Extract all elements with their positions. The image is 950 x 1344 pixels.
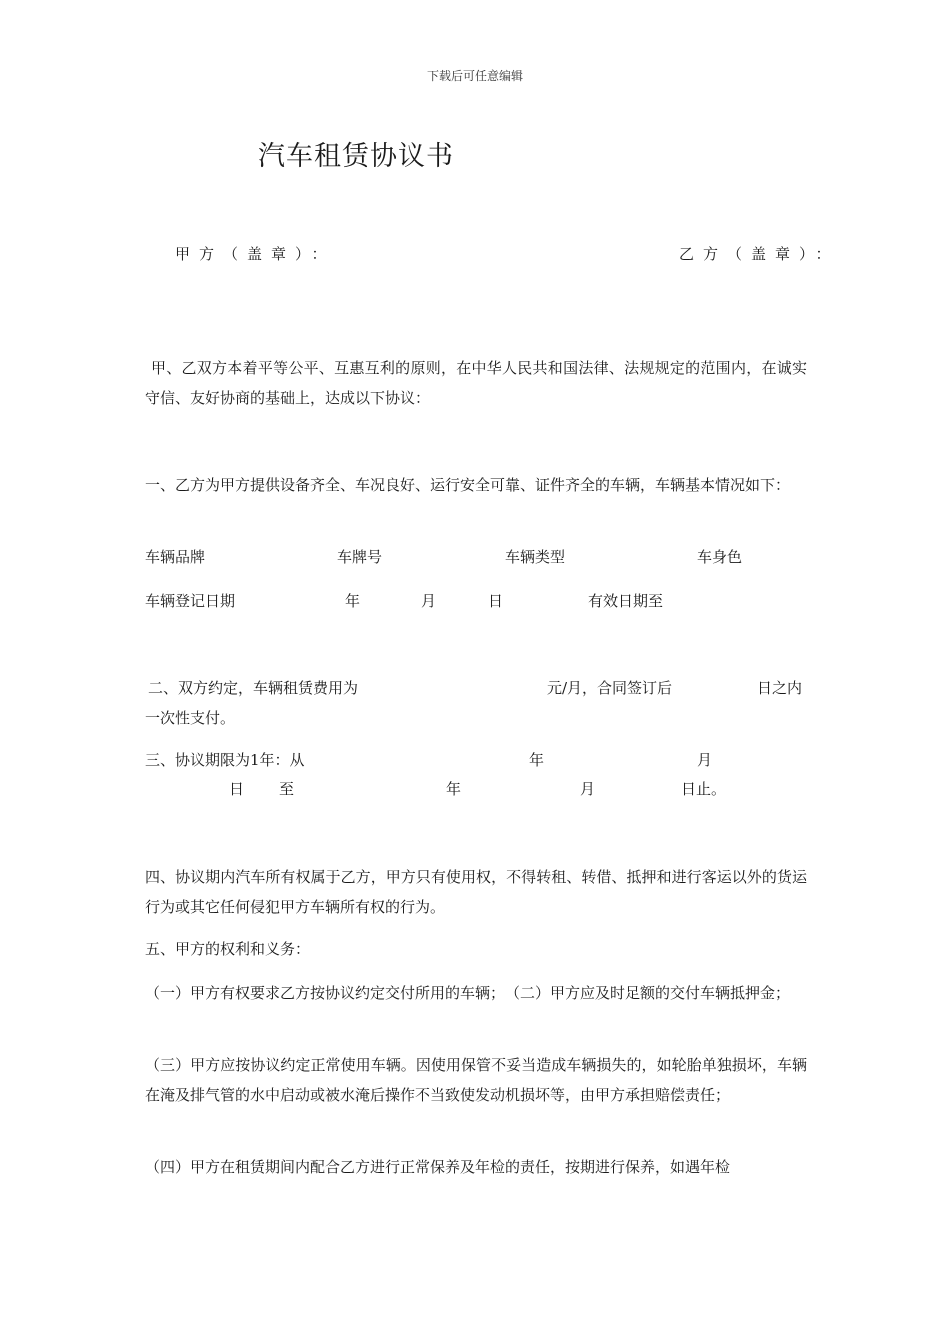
day-label: 日 bbox=[488, 592, 504, 610]
clause-2-fee-text: 二、双方约定，车辆租赁费用为 bbox=[148, 679, 359, 697]
clause-3-end-day: 日止。 bbox=[681, 780, 727, 798]
clause-3-term-text: 三、协议期限为1年：从 bbox=[145, 751, 305, 769]
clause-3-end-month: 月 bbox=[580, 780, 596, 798]
body-color-label: 车身色 bbox=[697, 548, 743, 566]
month-label: 月 bbox=[421, 592, 437, 610]
clause-1: 一、乙方为甲方提供设备齐全、车况良好、运行安全可靠、证件齐全的车辆，车辆基本情况如下： bbox=[145, 476, 791, 494]
party-b-seal-label: 乙方（盖章）： bbox=[679, 245, 840, 263]
clause-3-start-day: 日 bbox=[229, 780, 245, 798]
clause-5-item-1-2: （一）甲方有权要求乙方按协议约定交付所用的车辆； （二）甲方应及时足额的交付车辆抵押金； bbox=[145, 984, 791, 1002]
clause-3-start-month: 月 bbox=[697, 751, 713, 769]
vehicle-type-label: 车辆类型 bbox=[505, 548, 566, 566]
intro-paragraph: 甲、乙双方本着平等公平、互惠互利的原则，在中华人民共和国法律、法规规定的范围内，在诚实守信、友好协商的基础上，达成以下协议： bbox=[145, 359, 807, 407]
valid-until-label: 有效日期至 bbox=[588, 592, 664, 610]
vehicle-brand-label: 车辆品牌 bbox=[145, 548, 206, 566]
clause-3-to: 至 bbox=[279, 780, 295, 798]
document-title: 汽车租赁协议书 bbox=[258, 141, 454, 172]
clause-5-heading: 五、甲方的权利和义务： bbox=[145, 940, 311, 958]
page-header-note: 下载后可任意编辑 bbox=[426, 69, 523, 83]
clause-5-item-3: （三）甲方应按协议约定正常使用车辆。因使用保管不妥当造成车辆损失的，如轮胎单独损坏，车辆在淹及排气管的水中启动或被水淹后操作不当致使发动机损坏等，由甲方承担赔偿责任； bbox=[145, 1056, 807, 1104]
year-label: 年 bbox=[345, 592, 361, 610]
clause-2-days-text: 日之内 bbox=[757, 679, 803, 697]
registration-date-label: 车辆登记日期 bbox=[145, 592, 236, 610]
party-a-seal-label: 甲方（盖章）： bbox=[175, 245, 336, 263]
clause-2-payment-text: 一次性支付。 bbox=[145, 709, 236, 727]
clause-5-item-4: （四）甲方在租赁期间内配合乙方进行正常保养及年检的责任，按期进行保养，如遇年检 bbox=[145, 1158, 731, 1176]
clause-3-end-year: 年 bbox=[446, 780, 462, 798]
plate-number-label: 车牌号 bbox=[337, 548, 383, 566]
clause-4: 四、协议期内汽车所有权属于乙方，甲方只有使用权，不得转租、转借、抵押和进行客运以外的货运行为或其它任何侵犯甲方车辆所有权的行为。 bbox=[145, 868, 807, 916]
clause-2-monthly-text: 元/月，合同签订后 bbox=[547, 679, 673, 697]
clause-3-start-year: 年 bbox=[529, 751, 545, 769]
